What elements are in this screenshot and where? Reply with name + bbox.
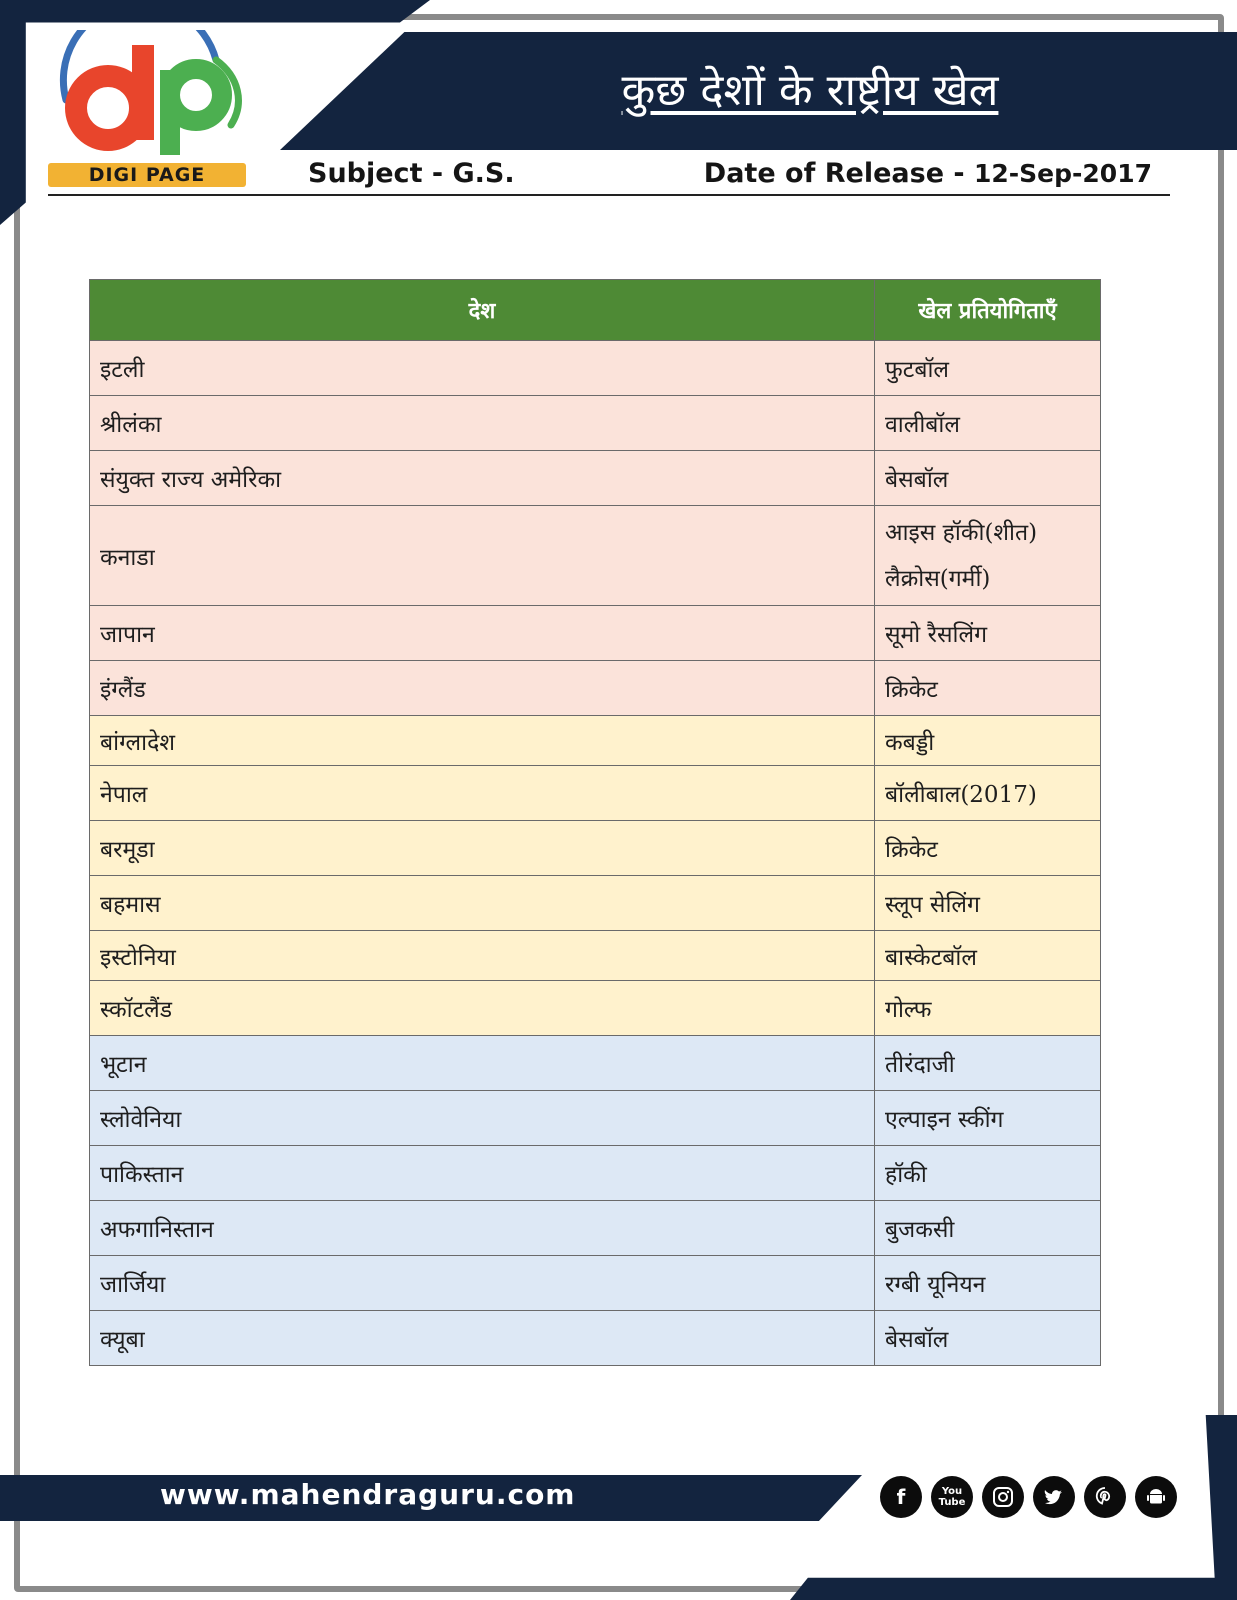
sport-cell — [874, 766, 1100, 820]
country-cell: पाकिस्तान — [100, 1162, 184, 1188]
pinterest-icon[interactable] — [1084, 1476, 1126, 1518]
table-row — [90, 1200, 1100, 1255]
sport-name: बास्केटबॉल — [885, 944, 977, 971]
sport-cell — [874, 1256, 1100, 1310]
sport-cell — [874, 396, 1100, 450]
country-cell: अफगानिस्तान — [100, 1217, 214, 1243]
page-title: कुछ देशों के राष्ट्रीय खेल — [621, 65, 999, 116]
digi-page-logo — [46, 30, 246, 160]
country-cell: श्रीलंका — [100, 412, 162, 438]
sport-cell — [874, 821, 1100, 875]
table-body — [90, 340, 1100, 1365]
table-row — [90, 395, 1100, 450]
table-row — [90, 820, 1100, 875]
sport-cell — [874, 1146, 1100, 1200]
sport-name: फुटबॉल — [885, 357, 950, 383]
table-row — [90, 980, 1100, 1035]
country-cell: इंग्लैंड — [100, 677, 146, 703]
sport-cell — [874, 981, 1100, 1035]
sport-name: क्रिकेट — [885, 677, 938, 703]
table-row — [90, 1090, 1100, 1145]
table-row — [90, 450, 1100, 505]
header-divider — [48, 194, 1170, 196]
table-row — [90, 765, 1100, 820]
release-date: 12-Sep-2017 — [974, 159, 1152, 188]
sport-name: स्लूप सेलिंग — [885, 892, 980, 918]
sport-cell — [874, 1036, 1100, 1090]
youtube-icon[interactable]: You Tube — [931, 1476, 973, 1518]
country-cell: बहमास — [100, 892, 161, 918]
country-cell: संयुक्त राज्य अमेरिका — [100, 467, 282, 493]
logo-label: DIGI PAGE — [48, 163, 246, 187]
release-info — [704, 158, 1152, 189]
header-sport: खेल प्रतियोगिताएँ — [874, 280, 1100, 340]
sport-cell — [874, 1091, 1100, 1145]
sport-cell — [874, 1311, 1100, 1365]
sport-name: बुजकसी — [885, 1217, 955, 1243]
table-row — [90, 340, 1100, 395]
instagram-icon[interactable] — [982, 1476, 1024, 1518]
country-cell: स्कॉटलैंड — [100, 997, 173, 1023]
table-row — [90, 1145, 1100, 1200]
sport-cell — [874, 606, 1100, 660]
sport-name: एल्पाइन स्कींग — [885, 1107, 1004, 1133]
country-cell: कनाडा — [100, 544, 155, 571]
sport-name: हॉकी — [885, 1162, 927, 1188]
table-row — [90, 1310, 1100, 1365]
sport-name: गोल्फ — [885, 997, 932, 1023]
sport-name: सूमो रैसलिंग — [885, 622, 988, 648]
sport-cell — [874, 876, 1100, 930]
country-cell: इटली — [100, 357, 145, 383]
sport-name: आइस हॉकी(शीत) — [885, 519, 1038, 546]
table-row — [90, 605, 1100, 660]
country-cell: भूटान — [100, 1052, 147, 1078]
twitter-icon[interactable] — [1033, 1476, 1075, 1518]
sport-cell — [874, 506, 1100, 605]
sport-cell — [874, 1201, 1100, 1255]
sport-name: क्रिकेट — [885, 837, 938, 863]
sport-cell — [874, 451, 1100, 505]
sport-name: बेसबॉल — [885, 1327, 949, 1353]
website-link[interactable]: www.mahendraguru.com — [160, 1478, 576, 1511]
release-label: Date of Release - — [703, 158, 965, 189]
sport-cell — [874, 661, 1100, 715]
social-icons — [880, 1476, 1177, 1518]
country-cell: स्लोवेनिया — [100, 1107, 182, 1133]
table-row — [90, 505, 1100, 605]
table-row — [90, 930, 1100, 980]
country-cell: बरमूडा — [100, 837, 155, 863]
country-cell: बांग्लादेश — [100, 729, 175, 756]
sport-cell — [874, 716, 1100, 765]
table-row — [90, 660, 1100, 715]
table-header — [90, 280, 1100, 340]
country-cell: जापान — [100, 622, 155, 648]
country-cell: इस्टोनिया — [100, 944, 176, 971]
country-cell: नेपाल — [100, 782, 148, 808]
table-row — [90, 1255, 1100, 1310]
country-cell: जार्जिया — [100, 1272, 166, 1298]
header-country: देश — [468, 299, 496, 324]
sport-name: बेसबॉल — [885, 467, 949, 493]
sport-name: लैक्रोस(गर्मी) — [885, 565, 991, 592]
sport-name: बॉलीबाल(2017) — [885, 782, 1037, 808]
facebook-icon[interactable]: f — [880, 1476, 922, 1518]
table-row — [90, 1035, 1100, 1090]
table-row — [90, 875, 1100, 930]
subject-label: Subject - G.S. — [308, 158, 515, 189]
country-cell: क्यूबा — [100, 1327, 145, 1353]
sport-cell — [874, 341, 1100, 395]
sport-name: तीरंदाजी — [885, 1052, 955, 1078]
android-icon[interactable] — [1135, 1476, 1177, 1518]
sports-table — [89, 279, 1101, 1366]
sport-cell — [874, 931, 1100, 980]
sport-name: रग्बी यूनियन — [885, 1272, 986, 1298]
table-row — [90, 715, 1100, 765]
sport-name: कबड्डी — [885, 729, 935, 756]
sport-name: वालीबॉल — [885, 412, 960, 438]
